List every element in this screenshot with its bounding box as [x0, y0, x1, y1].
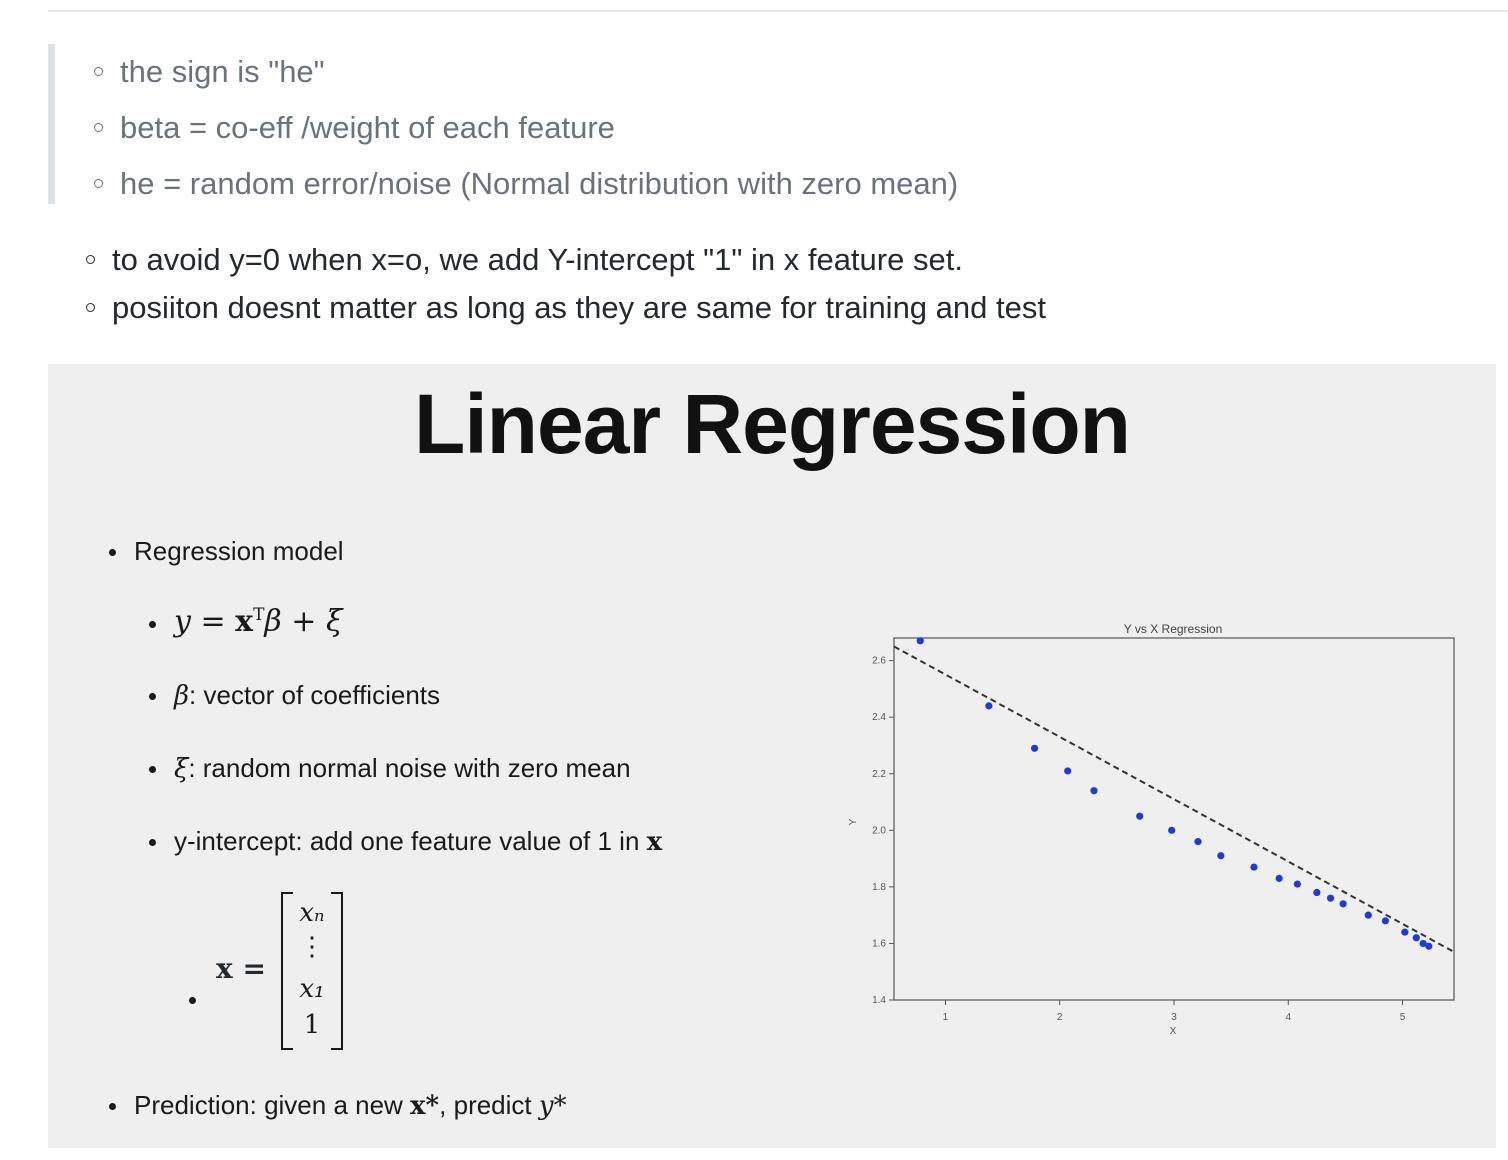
x-axis-label: X: [1169, 1026, 1177, 1037]
data-point: [1313, 889, 1320, 896]
list-bullet-icon: [94, 179, 103, 188]
blockquote-item: [120, 44, 325, 100]
regression-chart: [848, 604, 1488, 1064]
data-point: [1382, 917, 1389, 924]
y-tick-label: 1.4: [872, 995, 886, 1006]
y-tick-label: 2.4: [872, 712, 886, 724]
blockquote-bar: [48, 44, 55, 204]
data-point: [985, 702, 992, 709]
blockquote: [48, 44, 1148, 204]
y-tick-label: 1.8: [872, 881, 886, 893]
bullet-dot-icon: [109, 1103, 116, 1110]
data-point: [1340, 900, 1347, 907]
intercept-text: y-intercept: add one feature value of 1 in: [174, 826, 647, 856]
data-point: [917, 637, 924, 644]
y-tick-label: 2.0: [872, 825, 886, 837]
slide-image: [48, 364, 1496, 1148]
xi-text: : random normal noise with zero mean: [188, 753, 631, 783]
data-point: [1194, 838, 1201, 845]
list-bullet-icon: [94, 123, 103, 132]
beta-symbol: β: [174, 681, 190, 711]
prediction-y: y*: [538, 1091, 567, 1121]
top-divider: [48, 10, 1508, 12]
y-axis-label: Y: [848, 818, 859, 826]
matrix-lhs-text: x =: [216, 952, 266, 985]
matrix-cell: 1: [303, 1010, 321, 1040]
x-tick-label: 2: [1056, 1012, 1063, 1023]
formula-x: x: [235, 604, 254, 639]
data-point: [1217, 852, 1224, 859]
list-bullet-icon: [86, 303, 95, 312]
data-point: [1064, 767, 1071, 774]
list-bullet-icon: [86, 255, 95, 264]
slide-bullet-formula: [174, 604, 342, 639]
formula-rest: β + ξ: [264, 604, 343, 639]
matrix-lhs: [216, 952, 266, 985]
y-tick-label: 2.6: [872, 655, 886, 667]
blockquote-item: [120, 156, 958, 212]
bullet-dot-icon: [149, 839, 156, 846]
bullet-text: Regression model: [134, 536, 344, 566]
bullet-dot-icon: [189, 997, 196, 1004]
intercept-x: x: [646, 827, 663, 857]
bullet-dot-icon: [149, 693, 156, 700]
data-point: [1365, 912, 1372, 919]
formula-transpose: T: [253, 605, 265, 625]
blockquote-item: [120, 100, 615, 156]
data-point: [1294, 880, 1301, 887]
data-point: [1413, 934, 1420, 941]
note-list-item: [112, 236, 963, 284]
slide-bullet-intercept: [174, 826, 662, 857]
data-point: [1168, 827, 1175, 834]
matrix-cell: x₁: [299, 974, 325, 1004]
matrix-cell: ⋮: [299, 932, 325, 962]
formula-equals: =: [190, 604, 236, 639]
note-text: posiiton doesnt matter as long as they are same for training and test: [112, 290, 1046, 325]
x-tick-label: 5: [1399, 1012, 1406, 1023]
note-list-item: [112, 284, 1046, 332]
y-tick-label: 1.6: [872, 938, 886, 950]
feature-matrix: [281, 892, 343, 1048]
x-tick-label: 1: [942, 1012, 949, 1023]
data-point: [1031, 745, 1038, 752]
data-point: [1250, 863, 1257, 870]
slide-bullet-prediction: [134, 1090, 567, 1121]
prediction-mid: , predict: [439, 1090, 539, 1120]
data-point: [1327, 895, 1334, 902]
prediction-x: x*: [410, 1091, 440, 1121]
data-point: [1276, 875, 1283, 882]
xi-symbol: ξ: [174, 754, 189, 784]
bullet-dot-icon: [149, 621, 156, 628]
y-tick-label: 2.2: [872, 768, 886, 780]
data-point: [1425, 943, 1432, 950]
beta-text: : vector of coefficients: [189, 680, 441, 710]
data-point: [1136, 813, 1143, 820]
bullet-dot-icon: [149, 766, 156, 773]
x-tick-label: 4: [1285, 1012, 1292, 1023]
slide-title: Linear Regression: [414, 377, 1130, 471]
chart-title: Y vs X Regression: [1123, 622, 1223, 636]
formula-y: y: [174, 604, 191, 639]
prediction-text: Prediction: given a new: [134, 1090, 411, 1120]
x-tick-label: 3: [1171, 1012, 1177, 1023]
blockquote-item-text: the sign is "he": [120, 54, 325, 89]
slide-bullet-beta: [174, 680, 440, 711]
blockquote-item-text: beta = co-eff /weight of each feature: [120, 110, 615, 145]
data-point: [1401, 929, 1408, 936]
bullet-dot-icon: [109, 549, 116, 556]
data-point: [1090, 787, 1097, 794]
note-text: to avoid y=0 when x=o, we add Y-intercept "1" in x feature set.: [112, 242, 963, 277]
slide-bullet-regression-model: [134, 536, 344, 567]
slide-bullet-xi: [174, 753, 631, 784]
list-bullet-icon: [94, 67, 103, 76]
matrix-cell: xₙ: [299, 898, 325, 928]
blockquote-item-text: he = random error/noise (Normal distribution with zero mean): [120, 166, 959, 201]
